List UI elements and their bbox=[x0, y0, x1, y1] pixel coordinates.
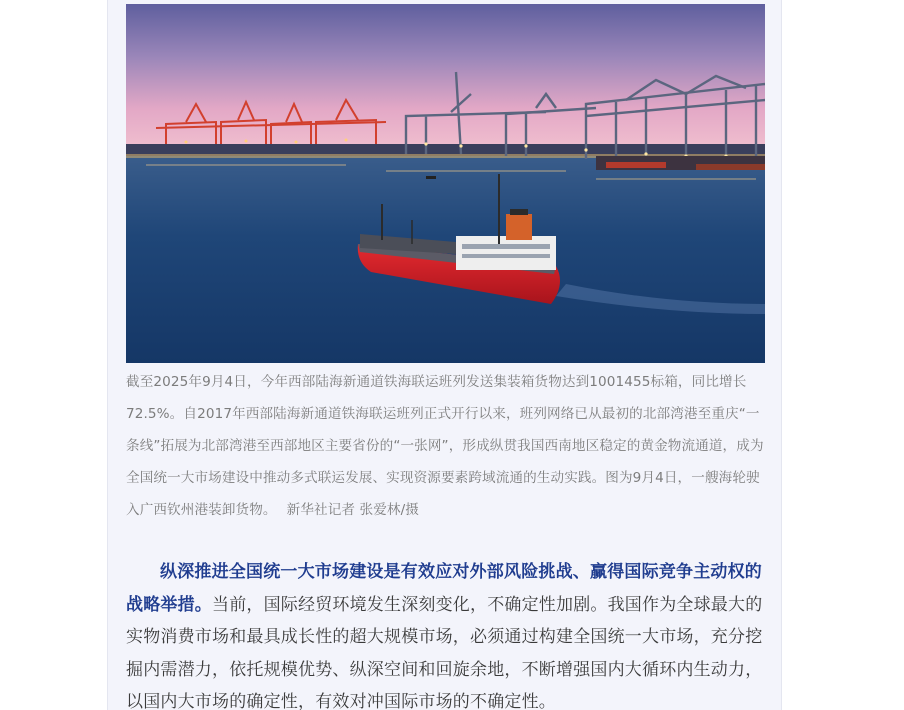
article-column bbox=[107, 0, 782, 710]
photo-caption bbox=[126, 366, 769, 526]
paragraph-lead: 纵深推进全国统一大市场建设是有效应对外部风险挑战、赢得国际竞争主动权的战略举措。 bbox=[126, 562, 762, 615]
caption-credit: 新华社记者 张爱林/摄 bbox=[286, 502, 419, 518]
harbor-photo bbox=[126, 4, 765, 363]
article-paragraph bbox=[126, 556, 769, 710]
caption-text: 截至2025年9月4日，今年西部陆海新通道铁海联运班列发送集装箱货物达到1001455标箱，同比增长72.5%。自2017年西部陆海新通道铁海联运班列正式开行以来，班列网络已从最初的北部湾港至重庆“一条线”拓展为北部湾港至西部地区主要省份的“一张网”，形成纵贯我国西南地区稳定的黄金物流通道，成为全国统一大市场建设中推动多式联运发展、实现资源要素跨域流通的生动实践。图为9月4日，一艘海轮驶入广西钦州港装卸货物。 bbox=[126, 374, 764, 518]
paragraph-text: 当前，国际经贸环境发生深刻变化，不确定性加剧。我国作为全球最大的实物消费市场和最具成长性的超大规模市场，必须通过构建全国统一大市场，充分挖掘内需潜力，依托规模优势、纵深空间和回旋余地，不断增强国内大循环内生动力，以国内大市场的确定性，有效对冲国际市场的不确定性。 bbox=[126, 594, 763, 710]
